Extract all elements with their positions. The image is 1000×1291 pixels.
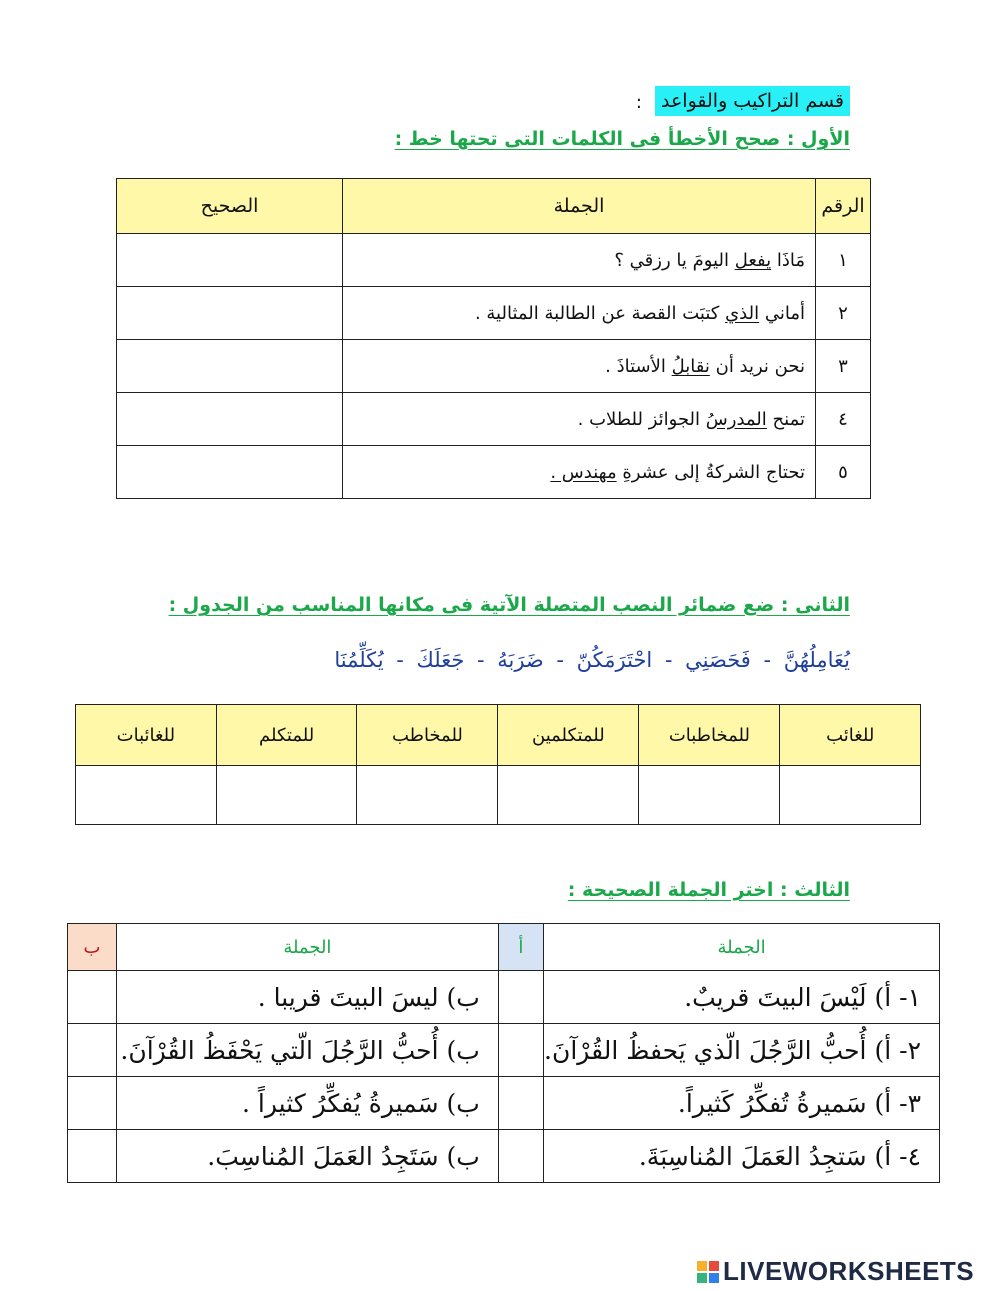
row-number: ٣ (816, 340, 871, 393)
pronoun-list: يُعَامِلُهُنَّ - فَحَصَنِي - احْتَرَمَكُنّ - ضَرَبَهُ - جَعَلَكَ - يُكَلِّمُنَا (334, 648, 850, 672)
row-sentence: نحن نريد أن نقابلُ الأستاذَ . (343, 340, 816, 393)
table-row (68, 1130, 940, 1183)
liveworksheets-logo (697, 1256, 974, 1287)
answer-cell[interactable] (117, 393, 343, 446)
col-absent-masc: للغائب (780, 705, 921, 766)
col-speaker: للمتكلم (216, 705, 357, 766)
error-word: المدرسُ (705, 408, 767, 430)
table-row (68, 971, 940, 1024)
answer-cell[interactable] (357, 766, 498, 825)
table-row (117, 340, 871, 393)
option-a: ٤- أ) سَتجِدُ العَمَلَ المُناسِبَةَ. (544, 1130, 940, 1183)
section-title-colon: : (635, 92, 642, 113)
choice-table (67, 923, 940, 1183)
option-b: ب) ليسَ البيتَ قريبا . (116, 971, 498, 1024)
row-number: ٤ (816, 393, 871, 446)
row-sentence: تحتاج الشركةُ إلى عشرةِ مهندس . (343, 446, 816, 499)
choice-box-a[interactable] (498, 1024, 543, 1077)
table-row (68, 1024, 940, 1077)
col-sentence-b: الجملة (116, 924, 498, 971)
col-speakers: للمتكلمين (498, 705, 639, 766)
answer-cell[interactable] (117, 340, 343, 393)
row-number: ١ (816, 234, 871, 287)
choice-box-b[interactable] (68, 1130, 117, 1183)
col-number: الرقم (816, 179, 871, 234)
part1-heading: الأول : صحح الأخطأ فى الكلمات التى تحتها خط : (394, 128, 850, 150)
row-sentence: تمنح المدرسُ الجوائز للطلاب . (343, 393, 816, 446)
row-number: ٢ (816, 287, 871, 340)
option-a: ٣- أ) سَميرةُ تُفكِّرُ كَثيراً. (544, 1077, 940, 1130)
table-row (117, 446, 871, 499)
choice-box-b[interactable] (68, 971, 117, 1024)
correction-table-header (117, 179, 871, 234)
col-box-a: أ (498, 924, 543, 971)
table-row (76, 766, 921, 825)
option-b: ب) سَتَجِدُ العَمَلَ المُناسِبَ. (116, 1130, 498, 1183)
option-b: ب) سَميرةُ يُفكِّرُ كثيراً . (116, 1077, 498, 1130)
choice-box-a[interactable] (498, 1130, 543, 1183)
col-addressed-masc: للمخاطب (357, 705, 498, 766)
table-row (117, 287, 871, 340)
part2-heading: الثانى : ضع ضمائر النصب المتصلة الآتية فى مكانها المناسب من الجدول : (168, 594, 850, 616)
pronoun-table-header (76, 705, 921, 766)
option-a: ١- أ) لَيْسَ البيتَ قريبٌ. (544, 971, 940, 1024)
col-box-b: ب (68, 924, 117, 971)
row-number: ٥ (816, 446, 871, 499)
answer-cell[interactable] (117, 234, 343, 287)
answer-cell[interactable] (117, 446, 343, 499)
row-sentence: مَاذَا يفعل اليومَ يا رزقي ؟ (343, 234, 816, 287)
choice-table-header (68, 924, 940, 971)
error-word: مهندس . (550, 461, 617, 483)
table-row (117, 393, 871, 446)
choice-box-a[interactable] (498, 1077, 543, 1130)
pronoun-table (75, 704, 921, 825)
answer-cell[interactable] (216, 766, 357, 825)
logo-text: LIVEWORKSHEETS (723, 1256, 975, 1286)
answer-cell[interactable] (498, 766, 639, 825)
choice-box-b[interactable] (68, 1024, 117, 1077)
error-word: الذي (725, 302, 760, 324)
choice-box-a[interactable] (498, 971, 543, 1024)
error-word: نقابلُ (671, 355, 710, 377)
logo-mark-icon (697, 1261, 719, 1283)
col-addressed-fem-pl: للمخاطبات (639, 705, 780, 766)
table-row (68, 1077, 940, 1130)
option-a: ٢- أ) أُحبُّ الرَّجُلَ الّذي يَحفظُ القُرْآنَ. (544, 1024, 940, 1077)
answer-cell[interactable] (780, 766, 921, 825)
option-b: ب) أُحبُّ الرَّجُلَ الّتي يَحْفَظُ القُرْآنَ. (116, 1024, 498, 1077)
section-title: قسم التراكيب والقواعد (655, 86, 850, 116)
answer-cell[interactable] (117, 287, 343, 340)
part3-heading: الثالث : اختر الجملة الصحيحة : (567, 879, 850, 901)
choice-box-b[interactable] (68, 1077, 117, 1130)
col-sentence: الجملة (343, 179, 816, 234)
row-sentence: أماني الذي كتبَت القصة عن الطالبة المثالية . (343, 287, 816, 340)
correction-table (116, 178, 871, 499)
col-sentence-a: الجملة (544, 924, 940, 971)
table-row (117, 234, 871, 287)
col-correct: الصحيح (117, 179, 343, 234)
answer-cell[interactable] (76, 766, 217, 825)
error-word: يفعل (734, 249, 772, 271)
col-absent-fem-pl: للغائبات (76, 705, 217, 766)
answer-cell[interactable] (639, 766, 780, 825)
